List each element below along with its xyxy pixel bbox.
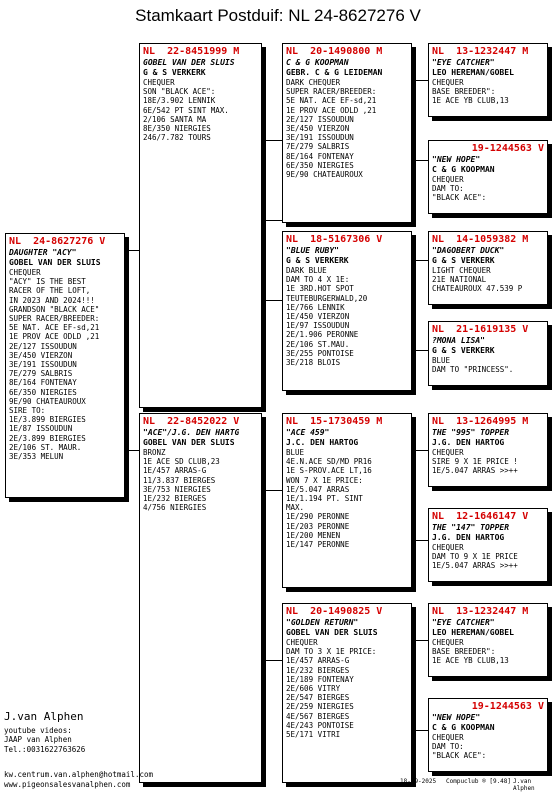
ggparent-card-ssd[interactable] <box>428 140 548 214</box>
info-line: 3E/255 PONTOISE <box>286 348 354 358</box>
info-line: 9E/90 CHATEAUROUX <box>286 170 363 180</box>
info-line: RACER OF THE LOFT, <box>9 286 91 296</box>
info-line: 6E/350 NIERGIES <box>9 387 77 397</box>
info-line: 4E.N.ACE SD/MD PR16 <box>286 457 372 467</box>
subject-card[interactable] <box>5 233 125 498</box>
connector <box>125 250 126 450</box>
ggparent-card-sss[interactable] <box>428 43 548 117</box>
grandsire-paternal-card[interactable] <box>282 43 412 223</box>
info-line: BASE BREEDER": <box>432 647 496 657</box>
info-line: 1E/5.047 ARRAS >>++ <box>432 466 518 476</box>
pigeon-name: "NEW HOPE" <box>432 713 481 722</box>
info-line: 5E NAT. ACE EF-sd,21 <box>9 323 100 333</box>
ring-number: 19-1244563 V <box>471 143 544 154</box>
info-line: 9E/90 CHATEAUROUX <box>9 396 86 406</box>
software-name: Compuclub ® [9.48] <box>446 778 512 785</box>
info-line: LIGHT CHEQUER <box>432 266 491 275</box>
info-line: CHEQUER <box>9 268 41 277</box>
info-line: 1E/87 ISSOUDUN <box>9 424 73 434</box>
info-line: 4/756 NIERGIES <box>143 503 207 513</box>
ring-number: NL 18-5167306 V <box>286 234 383 245</box>
owner-name: C & G KOOPMAN <box>432 723 495 732</box>
info-line: 1E/5.047 ARRAS >>++ <box>432 561 518 571</box>
info-line: DAM TO 9 X 1E PRICE <box>432 552 518 562</box>
info-line: 1E/203 PERONNE <box>286 521 350 531</box>
info-line: 8E/350 NIERGIES <box>143 124 211 134</box>
owner-name: G & S VERKERK <box>432 256 495 265</box>
info-line: MAX. <box>286 503 305 513</box>
telephone: Tel.:0031622763626 <box>4 745 86 754</box>
connector <box>412 730 428 731</box>
owner-name: G & S VERKERK <box>143 68 206 77</box>
info-line: WON 7 X 1E PRICE: <box>286 475 363 485</box>
owner-name: J.C. DEN HARTOG <box>286 438 359 447</box>
pigeon-name: "EYE CATCHER" <box>432 618 495 627</box>
info-line: 1E/290 PERONNE <box>286 512 350 522</box>
info-line: 1E/450 VIERZON <box>286 312 350 322</box>
info-line: CHEQUER <box>432 175 464 184</box>
info-line: DARK BLUE <box>286 266 327 275</box>
connector <box>262 490 282 491</box>
connector <box>262 220 282 221</box>
info-line: CHATEAUROUX 47.539 P <box>432 284 523 294</box>
info-line: 1E ACE YB CLUB,13 <box>432 656 509 666</box>
info-line: 3E/218 BLOIS <box>286 358 341 368</box>
ring-number: NL 21-1619135 V <box>432 324 529 335</box>
info-line: BASE BREEDER": <box>432 87 496 97</box>
owner-name: J.G. DEN HARTOG <box>432 438 505 447</box>
pigeon-name: GOBEL VAN DER SLUIS <box>143 58 235 67</box>
owner-name: GOBEL VAN DER SLUIS <box>286 628 378 637</box>
info-line: DAM TO 4 X 1E: <box>286 275 350 285</box>
pigeon-name: DAUGHTER "ACY" <box>9 248 77 257</box>
breeder-name: J.van Alphen <box>4 710 84 723</box>
pigeon-name: "ACE"/J.G. DEN HARTG <box>143 428 240 437</box>
pigeon-name: "DAGOBERT DUCK" <box>432 246 505 255</box>
info-line: BLUE <box>286 448 305 457</box>
info-line: DAM TO: <box>432 184 464 194</box>
info-line: IN 2023 AND 2024!!! <box>9 295 95 305</box>
email-link[interactable]: kw.centrum.van.alphen@hotmail.com <box>4 770 154 779</box>
info-line: CHEQUER <box>432 543 464 552</box>
info-line: 1E/3.899 BIERGIES <box>9 415 86 425</box>
ring-number: NL 24-8627276 V <box>9 236 106 247</box>
info-line: CHEQUER <box>432 448 464 457</box>
info-line: 1E ACE YB CLUB,13 <box>432 96 509 106</box>
pigeon-name: "BLUE RUBY" <box>286 246 339 255</box>
sire-card[interactable] <box>139 43 262 408</box>
ggparent-card-sds[interactable] <box>428 231 548 305</box>
info-line: 11/3.837 BIERGES <box>143 475 216 485</box>
info-line: CHEQUER <box>432 638 464 647</box>
granddam-maternal-card[interactable] <box>282 603 412 783</box>
info-line: 7E/279 SALBRIS <box>9 369 73 379</box>
info-line: SUPER RACER/BREEDER: <box>9 314 100 324</box>
info-line: 3E/191 ISSOUDUN <box>286 133 354 143</box>
connector <box>412 260 413 350</box>
owner-name: GOBEL VAN DER SLUIS <box>9 258 101 267</box>
info-line: 2/106 SANTA MA <box>143 114 207 124</box>
info-line: DAM TO: <box>432 742 464 752</box>
website-link[interactable]: www.pigeonsalesvanalphen.com <box>4 780 131 789</box>
info-line: 2E/106 ST. MAUR. <box>9 442 82 452</box>
info-line: CHEQUER <box>432 78 464 87</box>
ring-number: NL 13-1232447 M <box>432 46 529 57</box>
info-line: 6E/350 NIERGIES <box>286 160 354 170</box>
info-line: DAM TO 3 X 1E PRICE: <box>286 647 377 657</box>
ggparent-card-ddd[interactable] <box>428 698 548 772</box>
connector <box>412 540 428 541</box>
ring-number: NL 15-1730459 M <box>286 416 383 427</box>
connector <box>412 80 413 160</box>
owner-name: C & G KOOPMAN <box>432 165 495 174</box>
ggparent-card-dds[interactable] <box>428 603 548 677</box>
info-line: 1E/232 BIERGES <box>143 494 207 504</box>
info-line: 1E/457 ARRAS-G <box>286 656 350 666</box>
info-line: 2E/127 ISSOUDUN <box>9 341 77 351</box>
info-line: 1E ACE SD CLUB,23 <box>143 457 220 467</box>
ring-number: NL 13-1232447 M <box>432 606 529 617</box>
info-line: 5E/171 VITRI <box>286 730 341 740</box>
ring-number: NL 12-1646147 V <box>432 511 529 522</box>
info-line: 2E/606 VITRY <box>286 684 341 694</box>
connector <box>412 450 413 540</box>
info-line: "ACY" IS THE BEST <box>9 277 86 287</box>
connector <box>262 490 263 660</box>
print-date: 18-09-2025 <box>400 778 437 785</box>
connector <box>412 450 428 451</box>
pigeon-name: THE "147" TOPPER <box>432 523 510 532</box>
info-line: BLUE <box>432 356 451 365</box>
ring-number: NL 14-1059382 M <box>432 234 529 245</box>
ring-number: NL 13-1264995 M <box>432 416 529 427</box>
info-line: 2E/127 ISSOUDUN <box>286 114 354 124</box>
connector <box>262 660 282 661</box>
info-line: 2E/547 BIERGES <box>286 693 350 703</box>
info-line: 2E/259 NIERGIES <box>286 702 354 712</box>
pigeon-name: ?MONA LISA" <box>432 336 485 345</box>
connector <box>412 350 428 351</box>
ring-number: 19-1244563 V <box>471 701 544 712</box>
connector <box>412 640 413 730</box>
info-line: 2E/106 ST.MAU. <box>286 339 350 349</box>
info-line: 1E/147 PERONNE <box>286 540 350 550</box>
info-line: 1E/766 LENNIK <box>286 302 345 312</box>
pigeon-name: "NEW HOPE" <box>432 155 481 164</box>
info-line: TEUTEBURGERWALD,20 <box>286 293 368 303</box>
owner-name: LEO HEREMAN/GOBEL <box>432 68 514 77</box>
owner-name: G & S VERKERK <box>432 346 495 355</box>
info-line: 7E/279 SALBRIS <box>286 142 350 152</box>
info-line: 1E/200 MENEN <box>286 530 341 540</box>
connector <box>125 450 139 451</box>
ring-number: NL 22-8452022 V <box>143 416 240 427</box>
grandsire-maternal-card[interactable] <box>282 413 412 588</box>
youtube-label: youtube videos: <box>4 726 72 735</box>
info-line: 3E/753 NIERGIES <box>143 484 211 494</box>
info-line: 18E/3.902 LENNIK <box>143 96 216 106</box>
ggparent-card-sdd[interactable] <box>428 321 548 386</box>
info-line: BRONZ <box>143 448 166 457</box>
pigeon-name: "GOLDEN RETURN" <box>286 618 359 627</box>
pigeon-name: "EYE CATCHER" <box>432 58 495 67</box>
connector <box>412 80 428 81</box>
info-line: 1E/5.047 ARRAS <box>286 484 350 494</box>
info-line: 3E/450 VIERZON <box>286 124 350 134</box>
info-line: SIRE 9 X 1E PRICE ! <box>432 457 518 467</box>
youtube-channel: JAAP van Alphen <box>4 735 72 744</box>
granddam-paternal-card[interactable] <box>282 231 412 391</box>
info-line: 2E/3.899 BIERGIES <box>9 433 86 443</box>
info-line: 1E/189 FONTENAY <box>286 674 354 684</box>
info-line: 2E/1.906 PERONNE <box>286 330 359 340</box>
info-line: 1E/1.194 PT. SINT <box>286 494 363 504</box>
info-line: 1E/232 BIERGES <box>286 665 350 675</box>
info-line: 1E S-PROV.ACE LT,16 <box>286 466 372 476</box>
ring-number: NL 20-1490800 M <box>286 46 383 57</box>
owner-name: GEBR. C & G LEIDEMAN <box>286 68 383 77</box>
owner-name: LEO HEREMAN/GOBEL <box>432 628 514 637</box>
info-line: CHEQUER <box>143 78 175 87</box>
info-line: 1E PROV ACE ODLD ,21 <box>9 332 100 342</box>
pigeon-name: THE "995" TOPPER <box>432 428 510 437</box>
info-line: 3E/353 MELUN <box>9 452 64 462</box>
ring-number: NL 20-1490825 V <box>286 606 383 617</box>
ring-number: NL 22-8451999 M <box>143 46 240 57</box>
info-line: GRANDSON "BLACK ACE" <box>9 304 100 314</box>
dam-card[interactable] <box>139 413 262 783</box>
info-line: 1E/457 ARRAS-G <box>143 466 207 476</box>
connector <box>125 250 139 251</box>
info-line: 1E/97 ISSOUDUN <box>286 321 350 331</box>
info-line: 21E NATIONAL <box>432 275 487 285</box>
info-line: SON "BLACK ACE": <box>143 87 216 97</box>
owner-name: GOBEL VAN DER SLUIS <box>143 438 235 447</box>
info-line: SUPER RACER/BREEDER: <box>286 87 377 97</box>
pigeon-name: "ACE 459" <box>286 428 330 437</box>
info-line: 8E/164 FONTENAY <box>286 151 354 161</box>
info-line: DAM TO "PRINCESS". <box>432 365 514 375</box>
pigeon-name: C & G KOOPMAN <box>286 58 349 67</box>
info-line: 5E NAT. ACE EF-sd,21 <box>286 96 377 106</box>
connector <box>412 160 428 161</box>
info-line: 3E/450 VIERZON <box>9 350 73 360</box>
owner-name: G & S VERKERK <box>286 256 349 265</box>
info-line: DARK CHEQUER <box>286 78 341 87</box>
info-line: 246/7.782 TOURS <box>143 133 211 143</box>
ggparent-card-dsd[interactable] <box>428 508 548 582</box>
page-title: Stamkaart Postduif: NL 24-8627276 V <box>135 6 421 25</box>
connector <box>262 140 282 141</box>
author-name: J.van Alphen <box>513 778 535 792</box>
info-line: 4E/243 PONTOISE <box>286 720 354 730</box>
info-line: CHEQUER <box>432 733 464 742</box>
info-line: "BLACK ACE": <box>432 193 487 203</box>
info-line: 4E/567 BIERGES <box>286 711 350 721</box>
connector <box>262 300 282 301</box>
info-line: 1E PROV ACE ODLD ,21 <box>286 105 377 115</box>
info-line: "BLACK ACE": <box>432 751 487 761</box>
info-line: 3E/191 ISSOUDUN <box>9 360 77 370</box>
info-line: 6E/542 PT SINT MAX. <box>143 105 229 115</box>
info-line: 8E/164 FONTENAY <box>9 378 77 388</box>
connector <box>412 640 428 641</box>
info-line: 1E 3RD.HOT SPOT <box>286 284 354 294</box>
connector <box>412 260 428 261</box>
ggparent-card-dss[interactable] <box>428 413 548 487</box>
info-line: SIRE TO: <box>9 406 46 416</box>
connector <box>262 140 263 220</box>
info-line: CHEQUER <box>286 638 318 647</box>
owner-name: J.G. DEN HARTOG <box>432 533 505 542</box>
